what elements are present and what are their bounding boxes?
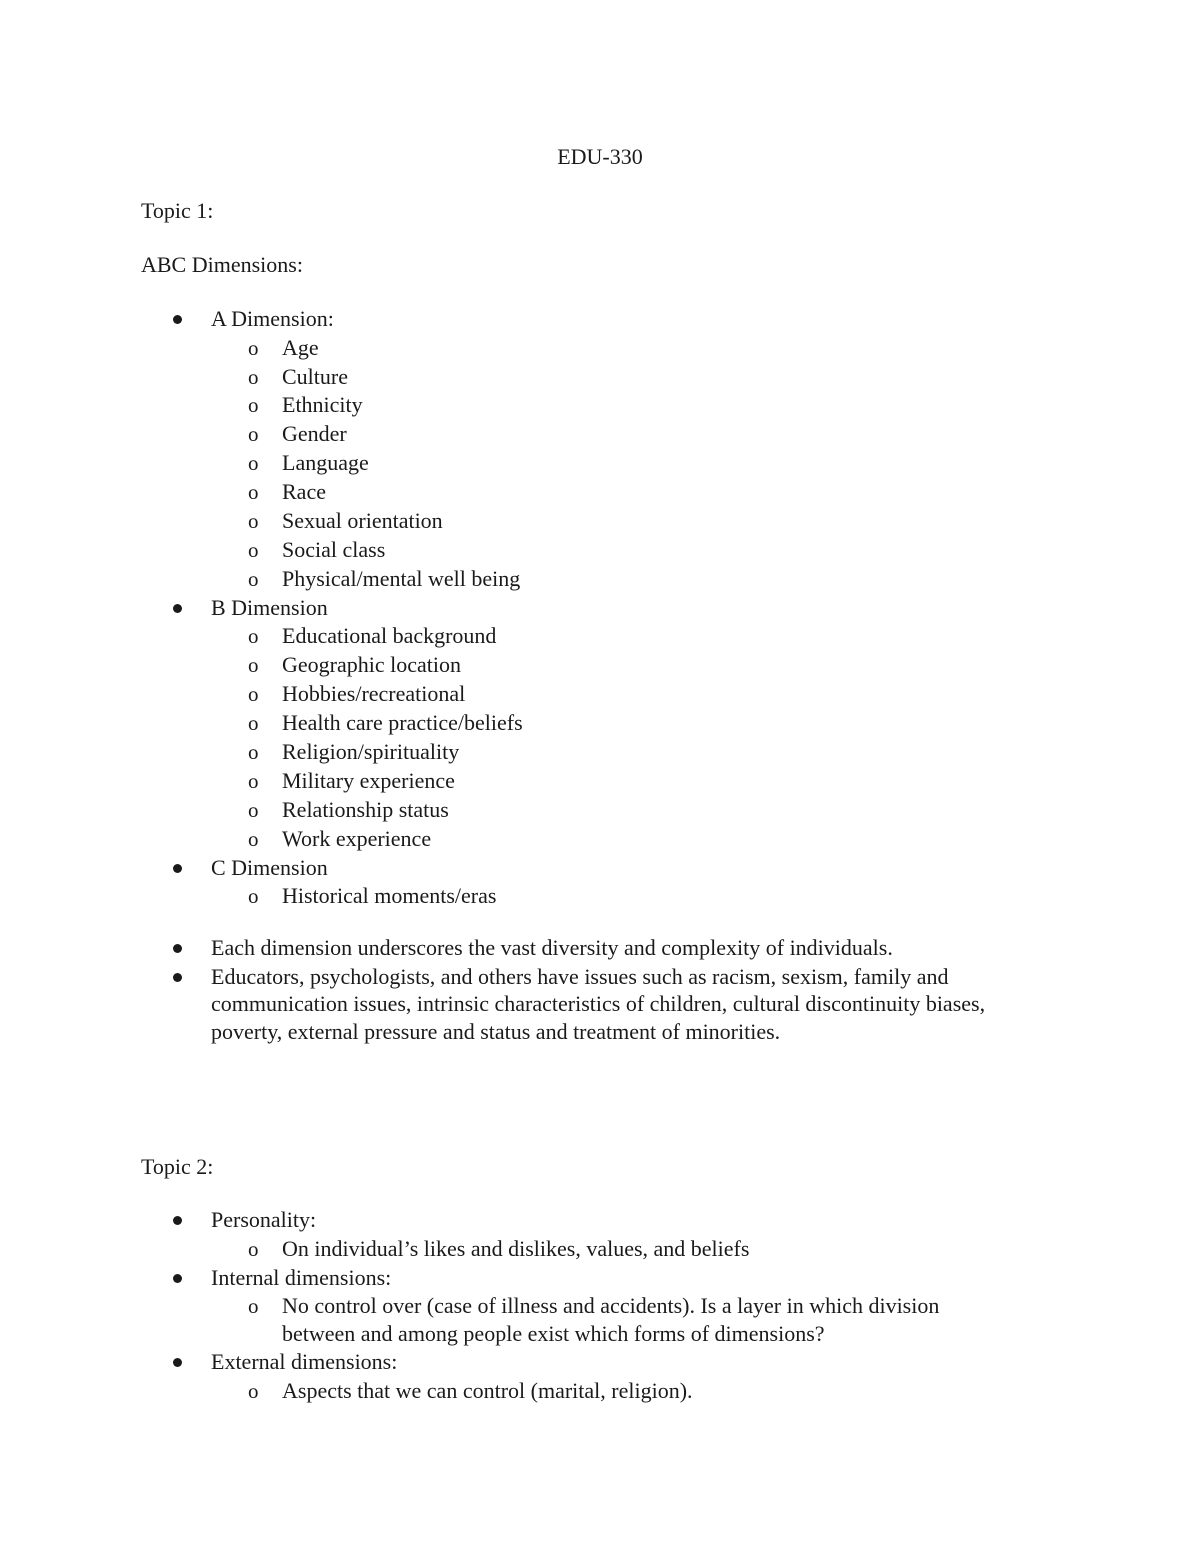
item-text: Gender [282, 421, 347, 447]
bullet-icon [173, 864, 182, 873]
list-item [211, 478, 1061, 507]
item-text: On individual’s likes and dislikes, values, and beliefs [282, 1235, 750, 1261]
list-item [211, 565, 1061, 594]
circle-bullet-icon: o [248, 826, 259, 851]
abc-dimensions-list [141, 305, 1061, 911]
item-text: Relationship status [282, 796, 449, 822]
list-item [141, 594, 1061, 854]
item-text: Geographic location [282, 652, 461, 678]
circle-bullet-icon: o [248, 393, 259, 418]
item-text: Language [282, 450, 369, 476]
circle-bullet-icon: o [248, 364, 259, 389]
circle-bullet-icon: o [248, 537, 259, 562]
circle-bullet-icon: o [248, 1294, 259, 1319]
item-text: No control over (case of illness and accidents). Is a layer in which division between and among people exist which forms of dimensions? [282, 1293, 940, 1347]
item-text: Aspects that we can control (marital, religion). [282, 1377, 693, 1403]
dimension-label: C Dimension [211, 854, 328, 880]
item-text: Religion/spirituality [282, 738, 460, 764]
dimension-b-items [211, 622, 1061, 853]
note-text: Each dimension underscores the vast diversity and complexity of individuals. [211, 935, 893, 960]
list-item [211, 825, 1061, 854]
circle-bullet-icon: o [248, 422, 259, 447]
list-item [211, 1235, 1061, 1264]
list-item [141, 963, 1061, 1046]
bullet-icon [173, 604, 182, 613]
bullet-icon [173, 1216, 182, 1225]
external-dimensions-items [211, 1377, 1061, 1406]
bullet-icon [173, 973, 182, 982]
circle-bullet-icon: o [248, 797, 259, 822]
item-text: Physical/mental well being [282, 565, 521, 591]
topic-2-list [141, 1206, 1061, 1406]
abc-dimensions-heading: ABC Dimensions: [141, 252, 303, 277]
bullet-icon [173, 944, 182, 953]
dimension-a-items [211, 334, 1061, 594]
item-text: Race [282, 479, 326, 505]
dimension-label: B Dimension [211, 594, 328, 620]
dimension-label: A Dimension: [211, 306, 334, 331]
note-text: Educators, psychologists, and others have issues such as racism, sexism, family and communication issues, intrinsic characteristics of children, cultural discontinuity biases, poverty, external pressure and status and treatment of minorities. [211, 963, 986, 1044]
circle-bullet-icon: o [248, 480, 259, 505]
item-text: Military experience [282, 767, 455, 793]
circle-bullet-icon: o [248, 509, 259, 534]
item-text: Hobbies/recreational [282, 681, 466, 707]
topic-2-label: Personality: [211, 1207, 317, 1232]
item-text: Historical moments/eras [282, 883, 497, 909]
personality-items [211, 1235, 1061, 1264]
circle-bullet-icon: o [248, 711, 259, 736]
list-item [211, 391, 1061, 420]
list-item [211, 796, 1061, 825]
bullet-icon [173, 1358, 182, 1367]
list-item [141, 305, 1061, 594]
item-text: Sexual orientation [282, 508, 443, 534]
list-item [211, 449, 1061, 478]
circle-bullet-icon: o [248, 624, 259, 649]
circle-bullet-icon: o [248, 1378, 259, 1403]
circle-bullet-icon: o [248, 653, 259, 678]
list-item [211, 334, 1061, 363]
item-text: Ethnicity [282, 392, 363, 418]
list-item [211, 709, 1061, 738]
circle-bullet-icon: o [248, 451, 259, 476]
list-item [211, 363, 1061, 392]
list-item [211, 622, 1061, 651]
dimension-c-items [211, 882, 1061, 911]
circle-bullet-icon: o [248, 1236, 259, 1261]
item-text: Social class [282, 536, 386, 562]
topic-2-heading: Topic 2: [141, 1154, 214, 1179]
list-item [141, 854, 1061, 912]
list-item [211, 1292, 991, 1348]
list-item [141, 1348, 1061, 1406]
list-item [211, 882, 1061, 911]
topic-1-notes [141, 934, 1061, 1045]
bullet-icon [173, 315, 182, 324]
topic-2-label: Internal dimensions: [211, 1264, 392, 1290]
internal-dimensions-items [211, 1292, 991, 1348]
topic-1-heading: Topic 1: [141, 198, 214, 223]
list-item [141, 1206, 1061, 1264]
bullet-icon [173, 1274, 182, 1283]
list-item [141, 1264, 1061, 1349]
list-item [141, 934, 1061, 963]
item-text: Work experience [282, 825, 432, 851]
list-item [211, 1377, 1061, 1406]
list-item [211, 507, 1061, 536]
circle-bullet-icon: o [248, 739, 259, 764]
list-item [211, 767, 1061, 796]
item-text: Educational background [282, 623, 497, 649]
topic-2-label: External dimensions: [211, 1349, 398, 1375]
list-item [211, 536, 1061, 565]
document-title: EDU-330 [557, 144, 643, 169]
list-item [211, 680, 1061, 709]
circle-bullet-icon: o [248, 682, 259, 707]
item-text: Health care practice/beliefs [282, 710, 523, 736]
circle-bullet-icon: o [248, 335, 259, 360]
item-text: Culture [282, 363, 348, 389]
list-item [211, 738, 1061, 767]
circle-bullet-icon: o [248, 884, 259, 909]
circle-bullet-icon: o [248, 768, 259, 793]
circle-bullet-icon: o [248, 566, 259, 591]
list-item [211, 420, 1061, 449]
list-item [211, 651, 1061, 680]
item-text: Age [282, 334, 319, 360]
